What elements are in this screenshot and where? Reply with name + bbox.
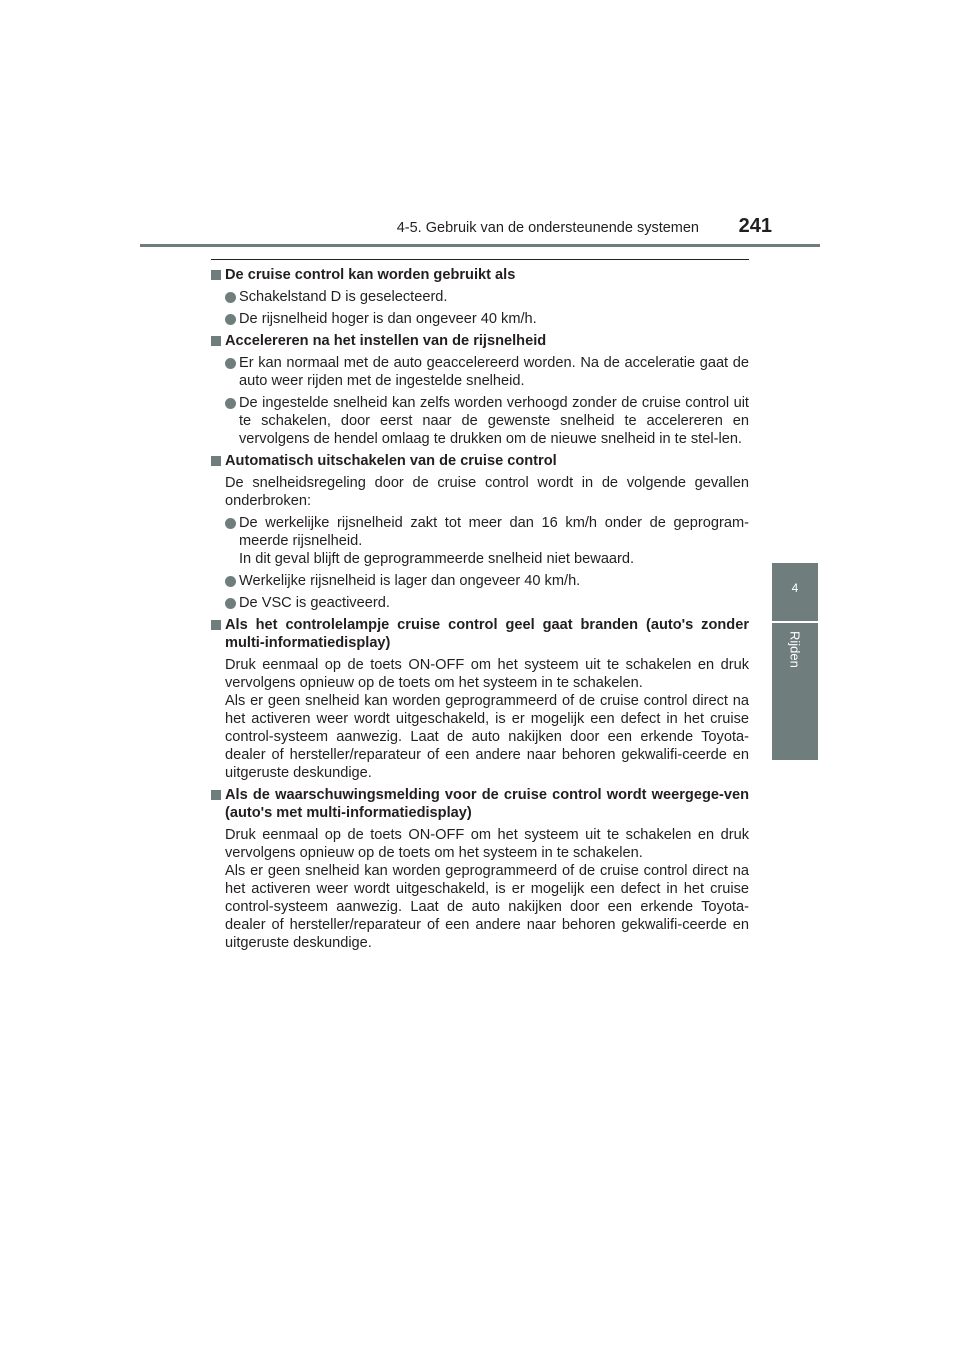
list-item	[211, 310, 749, 328]
page-number: 241	[738, 215, 772, 237]
section-accelerating	[211, 332, 749, 448]
section-warning-message	[211, 786, 749, 952]
list-item-text: De werkelijke rijsnelheid zakt tot meer dan 16 km/h onder de geprogram-meerde rijsnelheid.	[239, 515, 749, 549]
section-heading-text: Automatisch uitschakelen van de cruise control	[225, 453, 557, 469]
paragraph-text: Als er geen snelheid kan worden geprogrammeerd of de cruise control direct na het activeren weer wordt uitgeschakeld, is er mogelijk een defect in het cruise control-systeem aanwezig. Laat de auto nakijken door een erkende Toyota-dealer of hersteller/reparateur of een andere naar behoren gekwalifi-ceerde en uitgeruste deskundige.	[225, 693, 749, 781]
chapter-tab	[772, 563, 818, 621]
section-heading	[211, 452, 749, 470]
section-heading	[211, 786, 749, 822]
section-heading	[211, 616, 749, 652]
section-usage-conditions	[211, 266, 749, 328]
section-intro: De snelheidsregeling door de cruise control wordt in de volgende gevallen onderbroken:	[225, 475, 749, 509]
page-content	[211, 266, 749, 956]
section-paragraph	[211, 656, 749, 782]
chapter-label-tab	[772, 623, 818, 760]
section-heading-text: Als de waarschuwingsmelding voor de cruise control wordt weergege-ven (auto's met multi-informatiedisplay)	[225, 787, 749, 821]
square-bullet-icon	[211, 456, 221, 466]
dot-bullet-icon	[225, 518, 236, 529]
list-item-text: Er kan normaal met de auto geaccelereerd worden. Na de acceleratie gaat de auto weer rijden met de ingestelde snelheid.	[239, 355, 749, 389]
list-item	[211, 594, 749, 612]
list-item-text: De rijsnelheid hoger is dan ongeveer 40 km/h.	[239, 311, 537, 327]
list-item-note: In dit geval blijft de geprogrammeerde snelheid niet bewaard.	[239, 551, 635, 567]
section-auto-cancel	[211, 452, 749, 612]
paragraph-text: Druk eenmaal op de toets ON-OFF om het systeem uit te schakelen en druk vervolgens opnieuw op de toets om het systeem in te schakelen.	[225, 827, 749, 861]
list-item-text: Werkelijke rijsnelheid is lager dan ongeveer 40 km/h.	[239, 573, 581, 589]
page-header	[140, 206, 820, 246]
list-item-text: Schakelstand D is geselecteerd.	[239, 289, 448, 305]
dot-bullet-icon	[225, 292, 236, 303]
list-item	[211, 394, 749, 448]
list-item	[211, 354, 749, 390]
dot-bullet-icon	[225, 576, 236, 587]
square-bullet-icon	[211, 336, 221, 346]
square-bullet-icon	[211, 270, 221, 280]
square-bullet-icon	[211, 790, 221, 800]
paragraph-text: Druk eenmaal op de toets ON-OFF om het systeem uit te schakelen en druk vervolgens opnieuw op de toets om het systeem in te schakelen.	[225, 657, 749, 691]
section-heading-text: De cruise control kan worden gebruikt als	[225, 267, 516, 283]
dot-bullet-icon	[225, 314, 236, 325]
list-item-text: De ingestelde snelheid kan zelfs worden verhoogd zonder de cruise control uit te schakelen, door eerst naar de gewenste snelheid te accelereren en vervolgens de hendel omlaag te drukken om de nieuwe snelheid in te stel-len.	[239, 395, 749, 447]
section-heading-text: Accelereren na het instellen van de rijsnelheid	[225, 333, 547, 349]
list-item	[211, 514, 749, 568]
section-title: 4-5. Gebruik van de ondersteunende systemen	[396, 220, 699, 236]
dot-bullet-icon	[225, 398, 236, 409]
section-indicator-yellow	[211, 616, 749, 782]
section-heading-text: Als het controlelampje cruise control geel gaat branden (auto's zonder multi-informatiedisplay)	[225, 617, 749, 651]
section-heading	[211, 332, 749, 350]
list-item-text: De VSC is geactiveerd.	[239, 595, 390, 611]
chapter-label: Rijden	[787, 631, 803, 668]
dot-bullet-icon	[225, 358, 236, 369]
square-bullet-icon	[211, 620, 221, 630]
list-item	[211, 572, 749, 590]
content-divider	[211, 259, 749, 260]
chapter-number: 4	[791, 581, 799, 595]
list-item	[211, 288, 749, 306]
header-divider	[140, 244, 820, 247]
dot-bullet-icon	[225, 598, 236, 609]
paragraph-text: Als er geen snelheid kan worden geprogrammeerd of de cruise control direct na het activeren weer wordt uitgeschakeld, is er mogelijk een defect in het cruise control-systeem aanwezig. Laat de auto nakijken door een erkende Toyota-dealer of hersteller/reparateur of een andere naar behoren gekwalifi-ceerde en uitgeruste deskundige.	[225, 863, 749, 951]
section-paragraph	[211, 826, 749, 952]
section-heading	[211, 266, 749, 284]
